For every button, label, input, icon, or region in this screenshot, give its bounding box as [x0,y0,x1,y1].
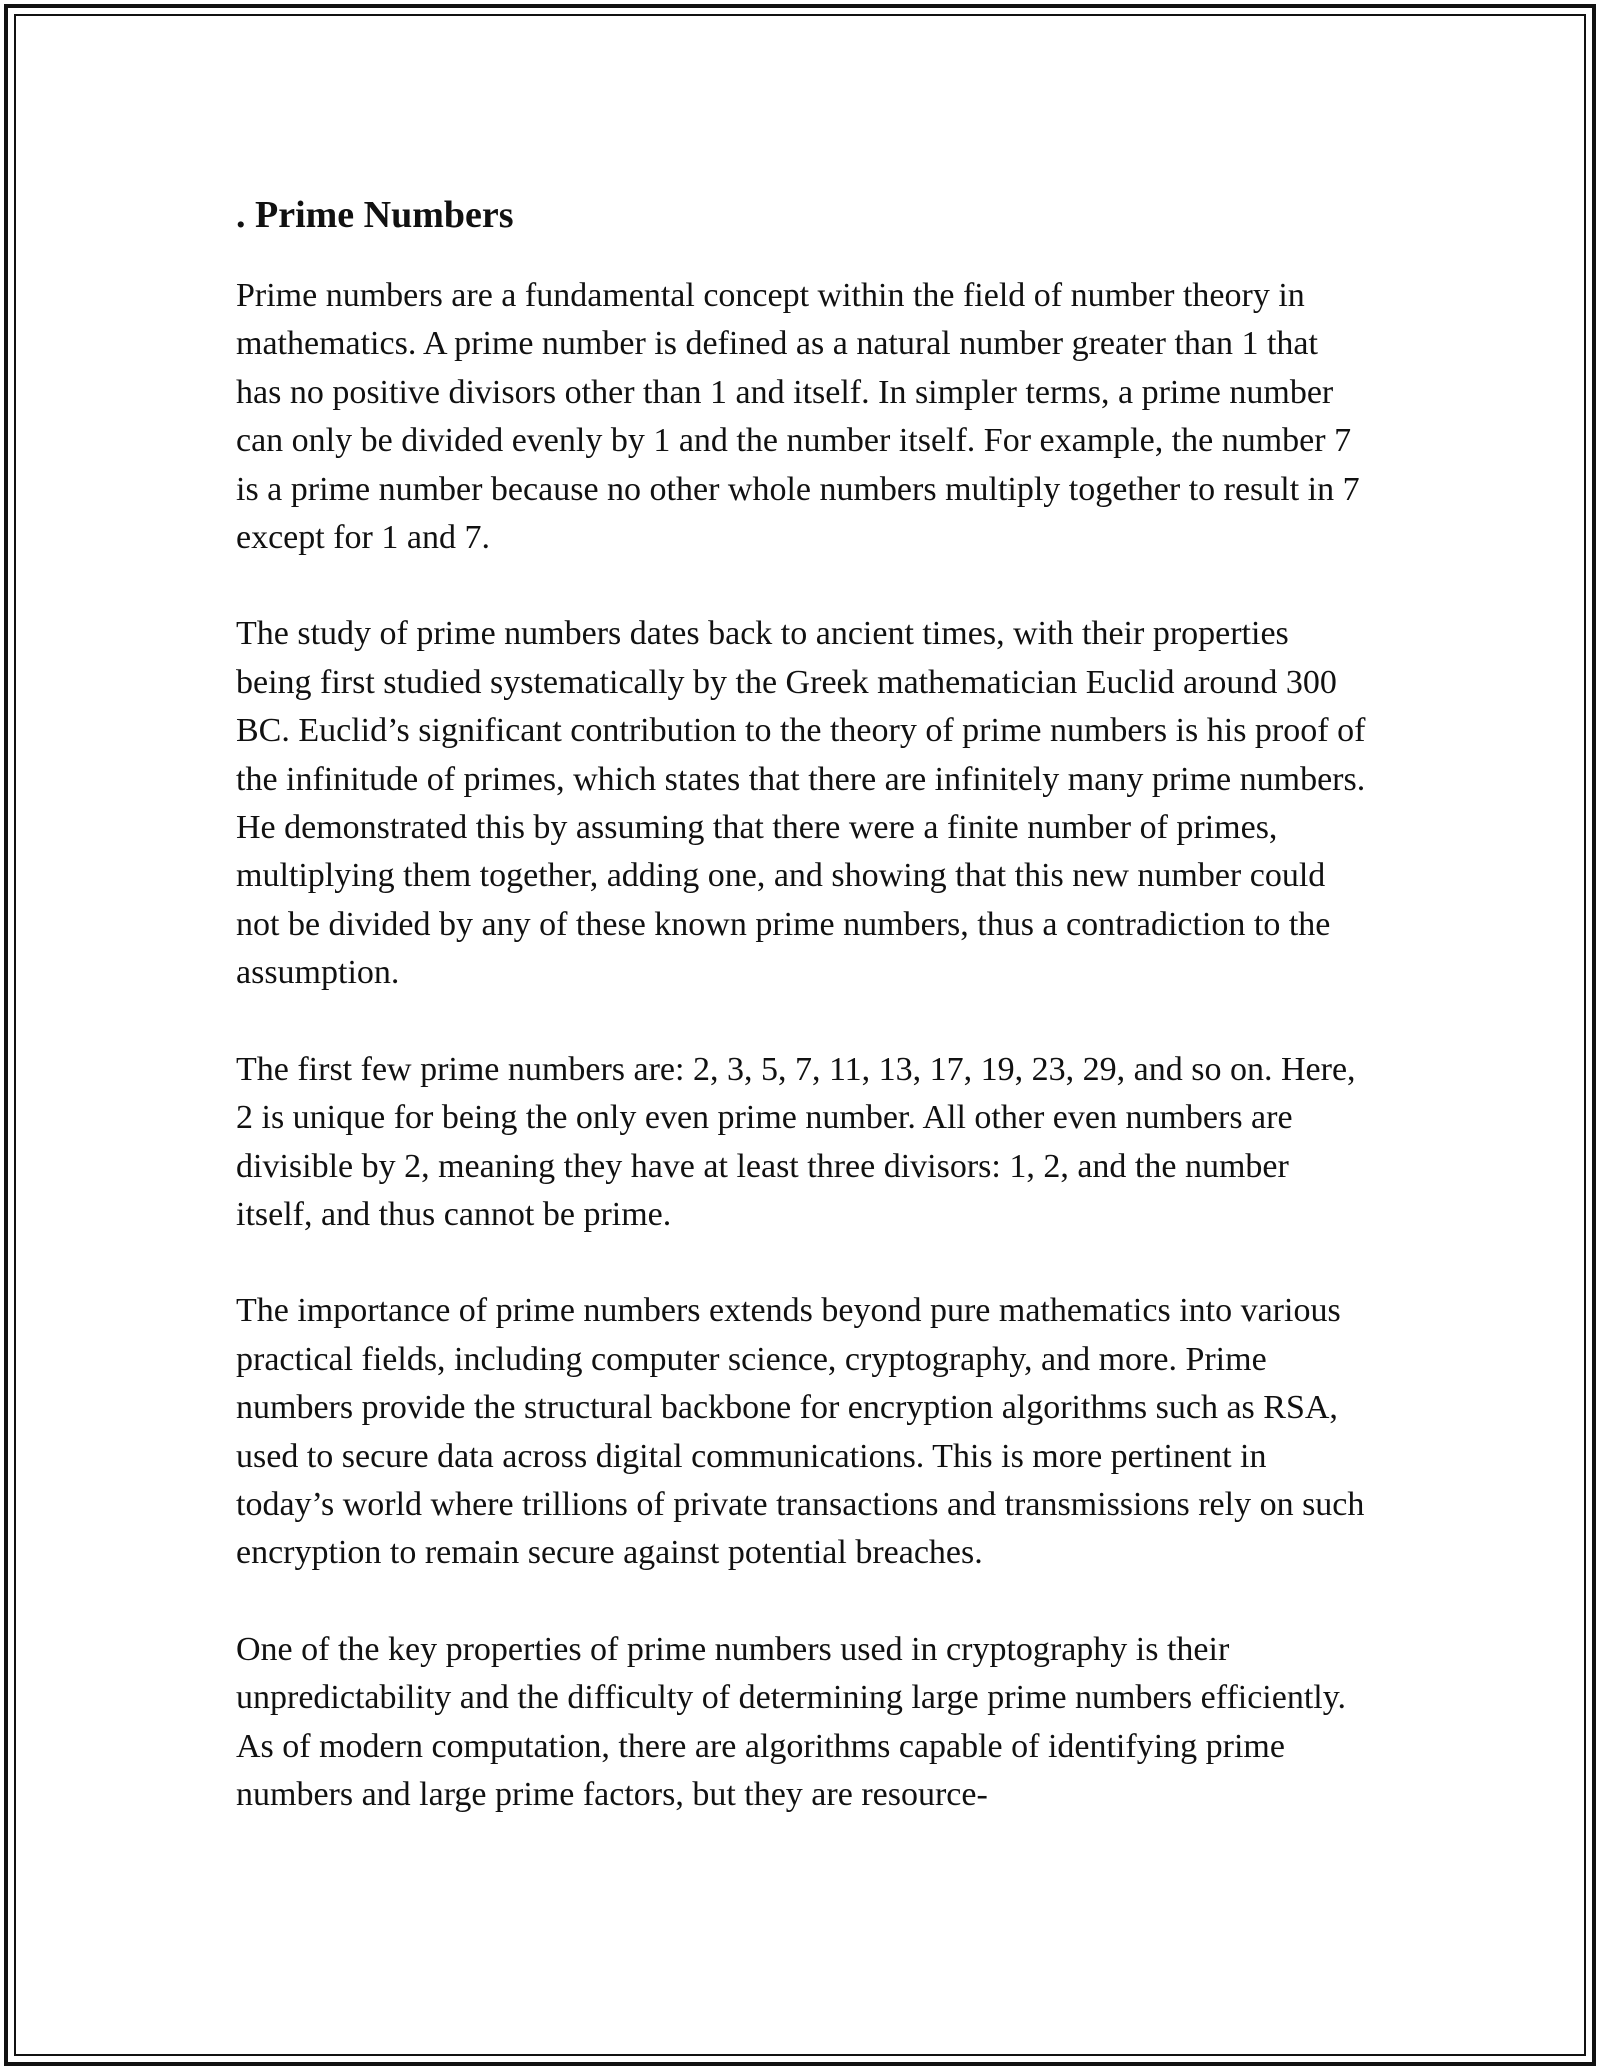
paragraph-history: The study of prime numbers dates back to ancient times, with their properties being first studied systematically by the Greek mathematician Euclid around 300 BC. Euclid’s significant contribution to the theory of prime numbers is his proof of the infinitude of primes, which states that there are infinitely many prime numbers. He demonstrated this by assuming that there were a finite number of primes, multiplying them together, adding one, and showing that this new number could not be divided by any of these known prime numbers, thus a contradiction to the assumption. [236,615,1366,992]
document-title: . Prime Numbers [236,194,514,236]
paragraph-definition: Prime numbers are a fundamental concept within the field of number theory in mathematics. A prime number is defined as a natural number greater than 1 that has no positive divisors other than 1 and itself. In simpler terms, a prime number can only be divided evenly by 1 and the number itself. For example, the number 7 is a prime number because no other whole numbers multiply together to result in 7 except for 1 and 7. [236,277,1360,557]
document-body [236,188,1366,1819]
paragraph-examples: The first few prime numbers are: 2, 3, 5, 7, 11, 13, 17, 19, 23, 29, and so on. Here, 2 is unique for being the only even prime number. All other even numbers are divisible by 2, meaning they have at least three divisors: 1, 2, and the number itself, and thus cannot be prime. [236,1050,1356,1233]
paragraph-cryptography: One of the key properties of prime numbers used in cryptography is their unpredictability and the difficulty of determining large prime numbers efficiently. As of modern computation, there are algorithms capable of identifying prime numbers and large prime factors, but they are resource- [236,1630,1347,1813]
paragraph-applications: The importance of prime numbers extends beyond pure mathematics into various practical fields, including computer science, cryptography, and more. Prime numbers provide the structural backbone for encryption algorithms such as RSA, used to secure data across digital communications. This is more pertinent in today’s world where trillions of private transactions and transmissions rely on such encryption to remain secure against potential breaches. [236,1292,1365,1572]
